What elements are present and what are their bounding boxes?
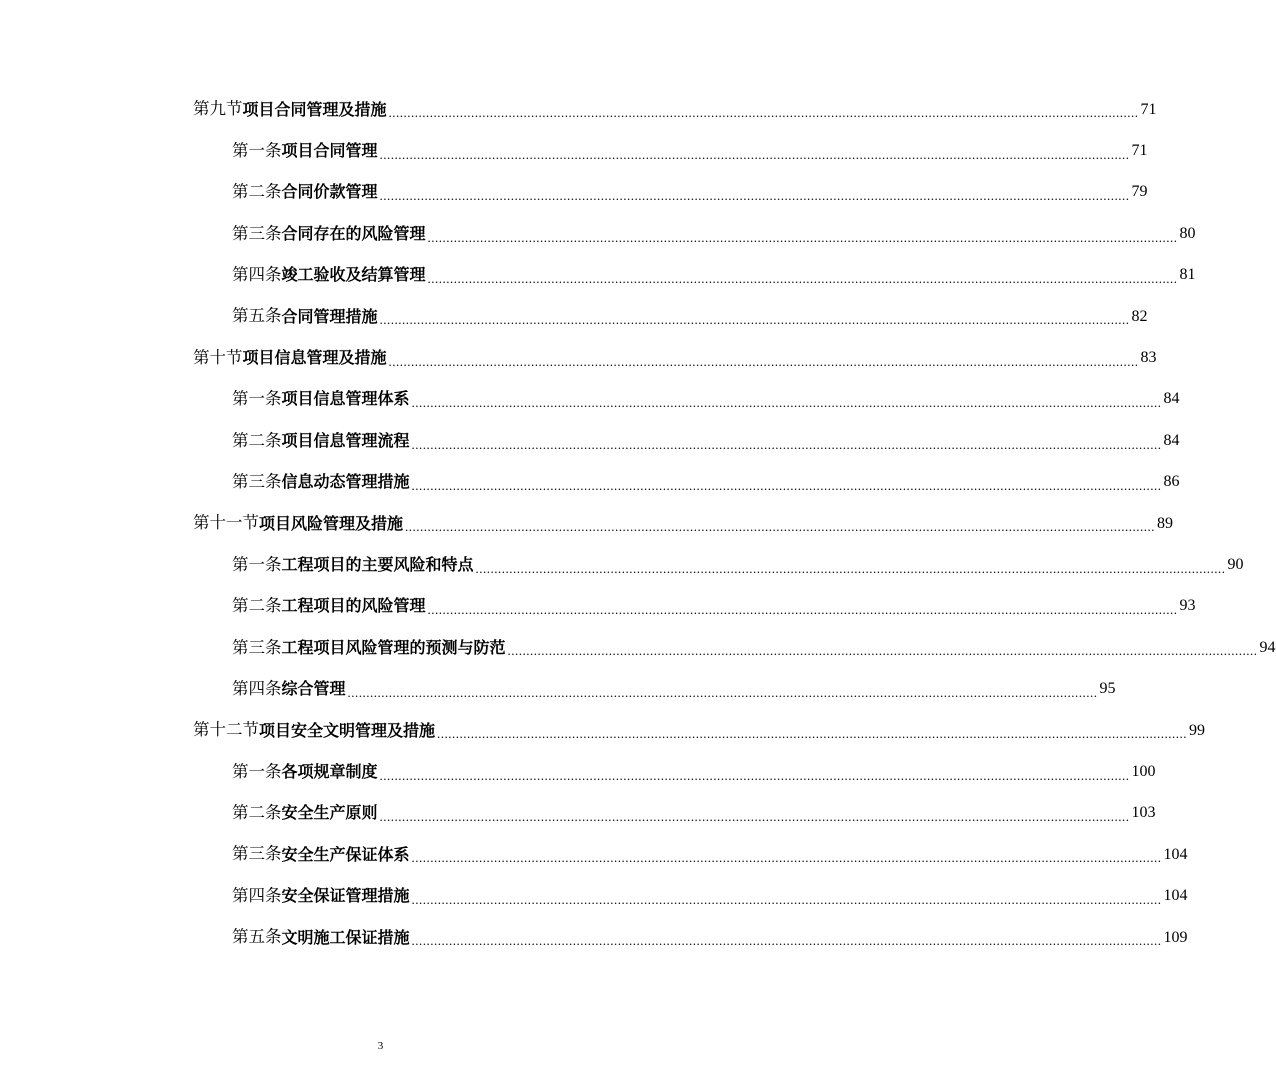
toc-entry-title: 文明施工保证措施 [281, 927, 410, 947]
toc-dot-leader: ........................................................................................................................................................................................................ [379, 312, 1130, 328]
toc-page-number: 89 [1157, 514, 1174, 532]
toc-entry-number: 第十节 [193, 347, 243, 367]
page-number-footer: 3 [377, 1040, 384, 1052]
toc-entry-title: 工程项目风险管理的预测与防范 [281, 637, 506, 657]
toc-entry-number: 第一条 [232, 389, 282, 409]
toc-article-row[interactable] [0, 130, 1148, 171]
toc-section-row[interactable] [0, 89, 1157, 130]
toc-entry-title: 项目合同管理 [281, 141, 378, 161]
toc-dot-leader: ........................................................................................................................................................................................................ [411, 891, 1162, 907]
toc-page-number: 104 [1163, 845, 1188, 863]
toc-entry-number: 第五条 [232, 927, 282, 947]
toc-article-row[interactable] [0, 875, 1188, 916]
toc-page-number: 84 [1163, 431, 1180, 449]
toc-page-number: 80 [1179, 224, 1196, 242]
toc-entry-number: 第二条 [232, 430, 282, 450]
toc-dot-leader: ........................................................................................................................................................................................................ [475, 560, 1226, 576]
toc-dot-leader: ........................................................................................................................................................................................................ [347, 684, 1098, 700]
toc-article-row[interactable] [0, 462, 1180, 503]
toc-article-row[interactable] [0, 420, 1180, 461]
toc-entry-number: 第一条 [232, 140, 282, 160]
toc-entry-title: 合同存在的风险管理 [281, 223, 426, 243]
toc-entry-title: 项目风险管理及措施 [259, 513, 404, 533]
toc-dot-leader: ........................................................................................................................................................................................................ [379, 188, 1130, 204]
toc-entry-number: 第三条 [232, 637, 282, 657]
toc-entry-title: 竣工验收及结算管理 [281, 265, 426, 285]
toc-entry-number: 第四条 [232, 265, 282, 284]
toc-dot-leader: ........................................................................................................................................................................................................ [379, 809, 1130, 825]
toc-article-row[interactable] [0, 255, 1196, 296]
toc-dot-leader: ........................................................................................................................................................................................................ [388, 353, 1139, 369]
toc-page-number: 100 [1131, 762, 1156, 780]
toc-page-number: 94 [1259, 638, 1276, 656]
toc-entry-number: 第一条 [232, 554, 282, 574]
toc-entry-title: 综合管理 [281, 679, 346, 699]
toc-page-number: 84 [1163, 390, 1180, 408]
toc-page-number: 104 [1163, 887, 1188, 905]
toc-dot-leader: ........................................................................................................................................................................................................ [411, 436, 1162, 452]
toc-article-row[interactable] [0, 627, 1276, 668]
toc-article-row[interactable] [0, 834, 1188, 875]
toc-page-number: 109 [1163, 928, 1188, 946]
toc-page-number: 83 [1140, 349, 1157, 367]
toc-article-row[interactable] [0, 172, 1148, 213]
toc-dot-leader: ........................................................................................................................................................................................................ [507, 643, 1258, 659]
toc-page-number: 103 [1131, 804, 1156, 822]
toc-entry-number: 第四条 [232, 678, 282, 698]
toc-entry-number: 第一条 [232, 761, 282, 781]
toc-article-row[interactable] [0, 668, 1116, 709]
toc-entry-title: 项目信息管理流程 [281, 430, 410, 450]
toc-entry-title: 安全生产保证体系 [281, 844, 410, 864]
toc-article-row[interactable] [0, 751, 1156, 792]
toc-page-number: 79 [1131, 183, 1148, 201]
toc-article-row[interactable] [0, 544, 1244, 585]
toc-dot-leader: ........................................................................................................................................................................................................ [427, 270, 1178, 286]
table-of-contents [0, 89, 1276, 958]
toc-article-row[interactable] [0, 917, 1188, 958]
toc-article-row[interactable] [0, 379, 1180, 420]
toc-entry-number: 第十二节 [193, 720, 259, 740]
toc-dot-leader: ........................................................................................................................................................................................................ [379, 146, 1130, 162]
toc-dot-leader: ........................................................................................................................................................................................................ [437, 726, 1188, 742]
toc-page-number: 86 [1163, 473, 1180, 491]
toc-dot-leader: ........................................................................................................................................................................................................ [427, 229, 1178, 245]
toc-page-number: 81 [1179, 266, 1196, 284]
toc-dot-leader: ........................................................................................................................................................................................................ [405, 519, 1156, 535]
toc-page-number: 82 [1131, 307, 1148, 325]
toc-article-row[interactable] [0, 213, 1196, 254]
toc-entry-title: 项目信息管理体系 [281, 389, 410, 409]
toc-entry-number: 第二条 [232, 596, 282, 616]
toc-article-row[interactable] [0, 793, 1156, 834]
toc-entry-title: 工程项目的风险管理 [281, 596, 426, 616]
toc-entry-title: 项目安全文明管理及措施 [259, 720, 436, 740]
toc-entry-title: 信息动态管理措施 [281, 472, 410, 492]
toc-entry-title: 各项规章制度 [281, 761, 378, 781]
toc-dot-leader: ........................................................................................................................................................................................................ [379, 767, 1130, 783]
toc-page-number: 93 [1179, 597, 1196, 615]
toc-entry-title: 安全保证管理措施 [281, 886, 410, 906]
toc-entry-number: 第十一节 [193, 513, 259, 533]
toc-section-row[interactable] [0, 503, 1174, 544]
toc-page-number: 71 [1131, 142, 1148, 160]
toc-entry-number: 第三条 [232, 844, 282, 864]
toc-dot-leader: ........................................................................................................................................................................................................ [411, 933, 1162, 949]
toc-entry-title: 合同管理措施 [281, 306, 378, 326]
toc-entry-title: 项目信息管理及措施 [242, 348, 387, 368]
toc-page-number: 71 [1140, 100, 1157, 118]
toc-entry-number: 第二条 [232, 182, 282, 202]
toc-dot-leader: ........................................................................................................................................................................................................ [411, 477, 1162, 493]
toc-entry-title: 工程项目的主要风险和特点 [281, 554, 474, 574]
toc-entry-title: 项目合同管理及措施 [242, 99, 387, 119]
toc-article-row[interactable] [0, 296, 1148, 337]
toc-dot-leader: ........................................................................................................................................................................................................ [411, 850, 1162, 866]
toc-page-number: 90 [1227, 555, 1244, 573]
toc-entry-number: 第二条 [232, 803, 282, 823]
toc-section-row[interactable] [0, 337, 1157, 378]
toc-entry-number: 第三条 [232, 471, 282, 491]
toc-page-number: 95 [1099, 680, 1116, 698]
toc-article-row[interactable] [0, 586, 1196, 627]
toc-entry-title: 安全生产原则 [281, 803, 378, 823]
toc-entry-number: 第三条 [232, 223, 282, 243]
toc-entry-number: 第四条 [232, 885, 282, 905]
toc-section-row[interactable] [0, 710, 1206, 751]
toc-entry-title: 合同价款管理 [281, 182, 378, 202]
toc-entry-number: 第五条 [232, 306, 282, 326]
toc-dot-leader: ........................................................................................................................................................................................................ [427, 602, 1178, 618]
toc-page-number: 99 [1189, 721, 1206, 739]
toc-entry-number: 第九节 [193, 99, 243, 119]
toc-dot-leader: ........................................................................................................................................................................................................ [411, 395, 1162, 411]
toc-dot-leader: ........................................................................................................................................................................................................ [388, 105, 1139, 121]
